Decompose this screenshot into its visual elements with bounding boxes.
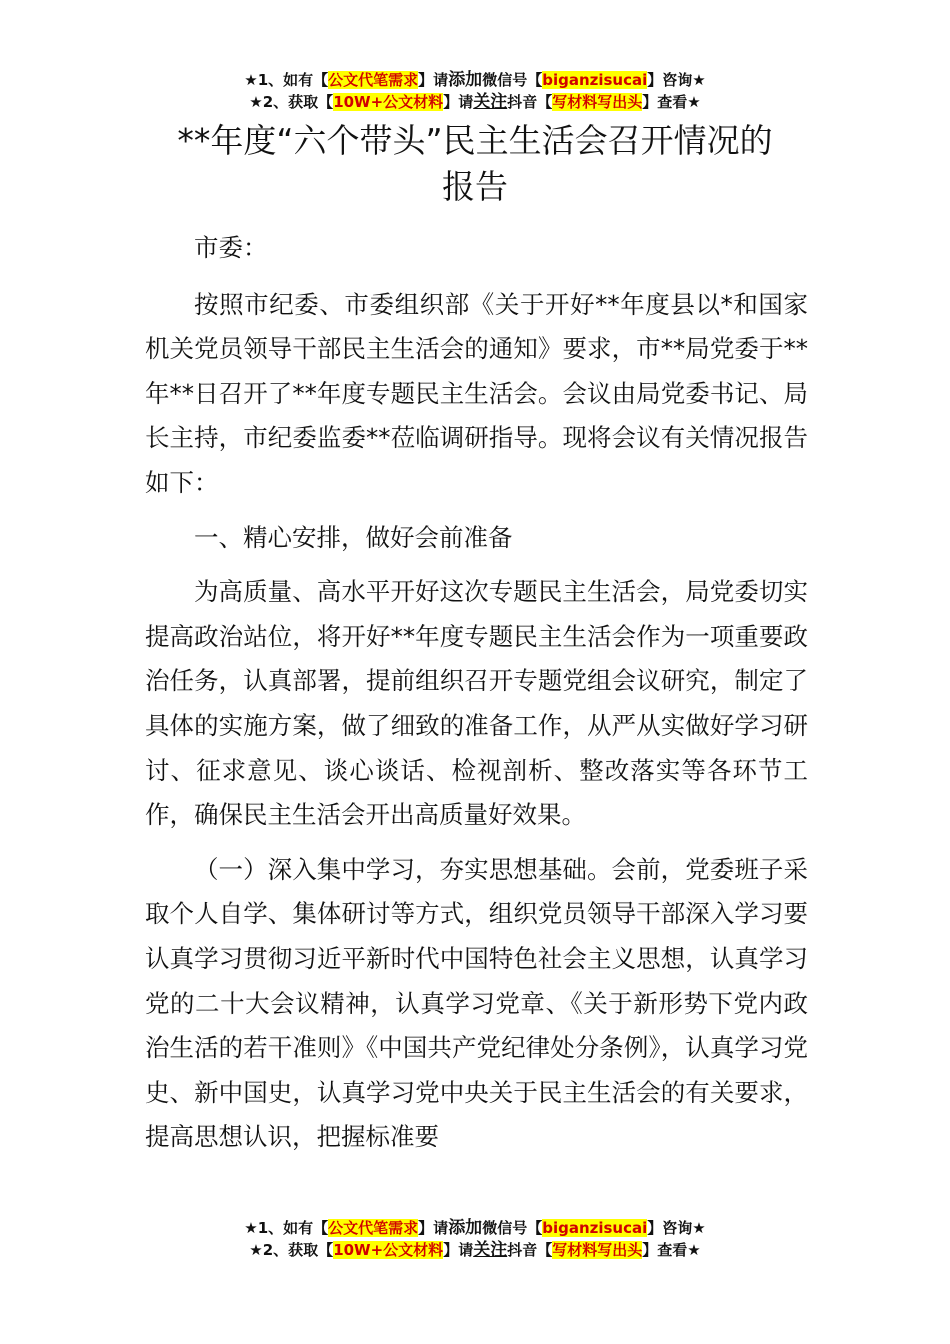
banner-text: ★1、如有【	[244, 71, 329, 89]
banner-emphasis: 关注	[473, 92, 508, 112]
banner-line-2	[0, 91, 950, 113]
section-heading: 一、精心安排，做好会前准备	[194, 522, 513, 552]
banner-text: 】查看★	[642, 93, 701, 111]
banner-text: ★2、获取【	[249, 93, 334, 111]
banner-text: 微信号【	[482, 1219, 543, 1237]
banner-emphasis: 添加	[448, 70, 483, 90]
title-line-2: 报告	[442, 167, 508, 206]
banner-line-1	[0, 1217, 950, 1239]
banner-text: ★2、获取【	[249, 1241, 334, 1259]
banner-text: 抖音【	[507, 1241, 553, 1259]
banner-emphasis: 关注	[473, 1240, 508, 1260]
paragraph: 按照市纪委、市委组织部《关于开好**年度县以*和国家机关党员领导干部民主生活会的通知》要求，市**局党委于**年**日召开了**年度专题民主生活会。会议由局党委书记、局长主持，市纪委监委**莅临调研指导。现将会议有关情况报告如下：	[145, 289, 808, 497]
banner-text: 微信号【	[482, 71, 543, 89]
banner-text: 抖音【	[507, 93, 553, 111]
banner-text: 】请	[418, 71, 449, 89]
banner-text: 】咨询★	[647, 1219, 706, 1237]
banner-highlight: 10W+公文材料	[333, 1241, 444, 1259]
banner-highlight: biganzisucai	[542, 1219, 648, 1237]
banner-text: 】请	[443, 93, 474, 111]
title-line-1: **年度“六个带头”民主生活会召开情况的	[177, 121, 773, 160]
banner-line-2	[0, 1239, 950, 1261]
salutation: 市委：	[194, 233, 268, 262]
document-body	[145, 226, 808, 1160]
paragraph: （一）深入集中学习，夯实思想基础。会前，党委班子采取个人自学、集体研讨等方式，组织党员领导干部深入学习要认真学习贯彻习近平新时代中国特色社会主义思想，认真学习党的二十大会议精神，认真学习党章、《关于新形势下党内政治生活的若干准则》《中国共产党纪律处分条例》，认真学习党史、新中国史，认真学习党中央关于民主生活会的有关要求，提高思想认识，把握标准要	[145, 854, 808, 1152]
banner-emphasis: 添加	[448, 1218, 483, 1238]
banner-text: 】请	[443, 1241, 474, 1259]
document-title	[100, 118, 850, 210]
banner-text: ★1、如有【	[244, 1219, 329, 1237]
banner-line-1	[0, 69, 950, 91]
banner-highlight: 写材料写出头	[552, 93, 643, 111]
banner-highlight: 写材料写出头	[552, 1241, 643, 1259]
banner-highlight: biganzisucai	[542, 71, 648, 89]
banner-text: 】咨询★	[647, 71, 706, 89]
banner-highlight: 10W+公文材料	[333, 93, 444, 111]
banner-highlight: 公文代笔需求	[328, 71, 419, 89]
banner-text: 】查看★	[642, 1241, 701, 1259]
banner-highlight: 公文代笔需求	[328, 1219, 419, 1237]
paragraph: 为高质量、高水平开好这次专题民主生活会，局党委切实提高政治站位，将开好**年度专题民主生活会作为一项重要政治任务，认真部署，提前组织召开专题党组会议研究，制定了具体的实施方案，做了细致的准备工作，从严从实做好学习研讨、征求意见、谈心谈话、检视剖析、整改落实等各环节工作，确保民主生活会开出高质量好效果。	[145, 577, 808, 830]
header-banner	[0, 69, 950, 113]
footer-banner	[0, 1217, 950, 1261]
banner-text: 】请	[418, 1219, 449, 1237]
